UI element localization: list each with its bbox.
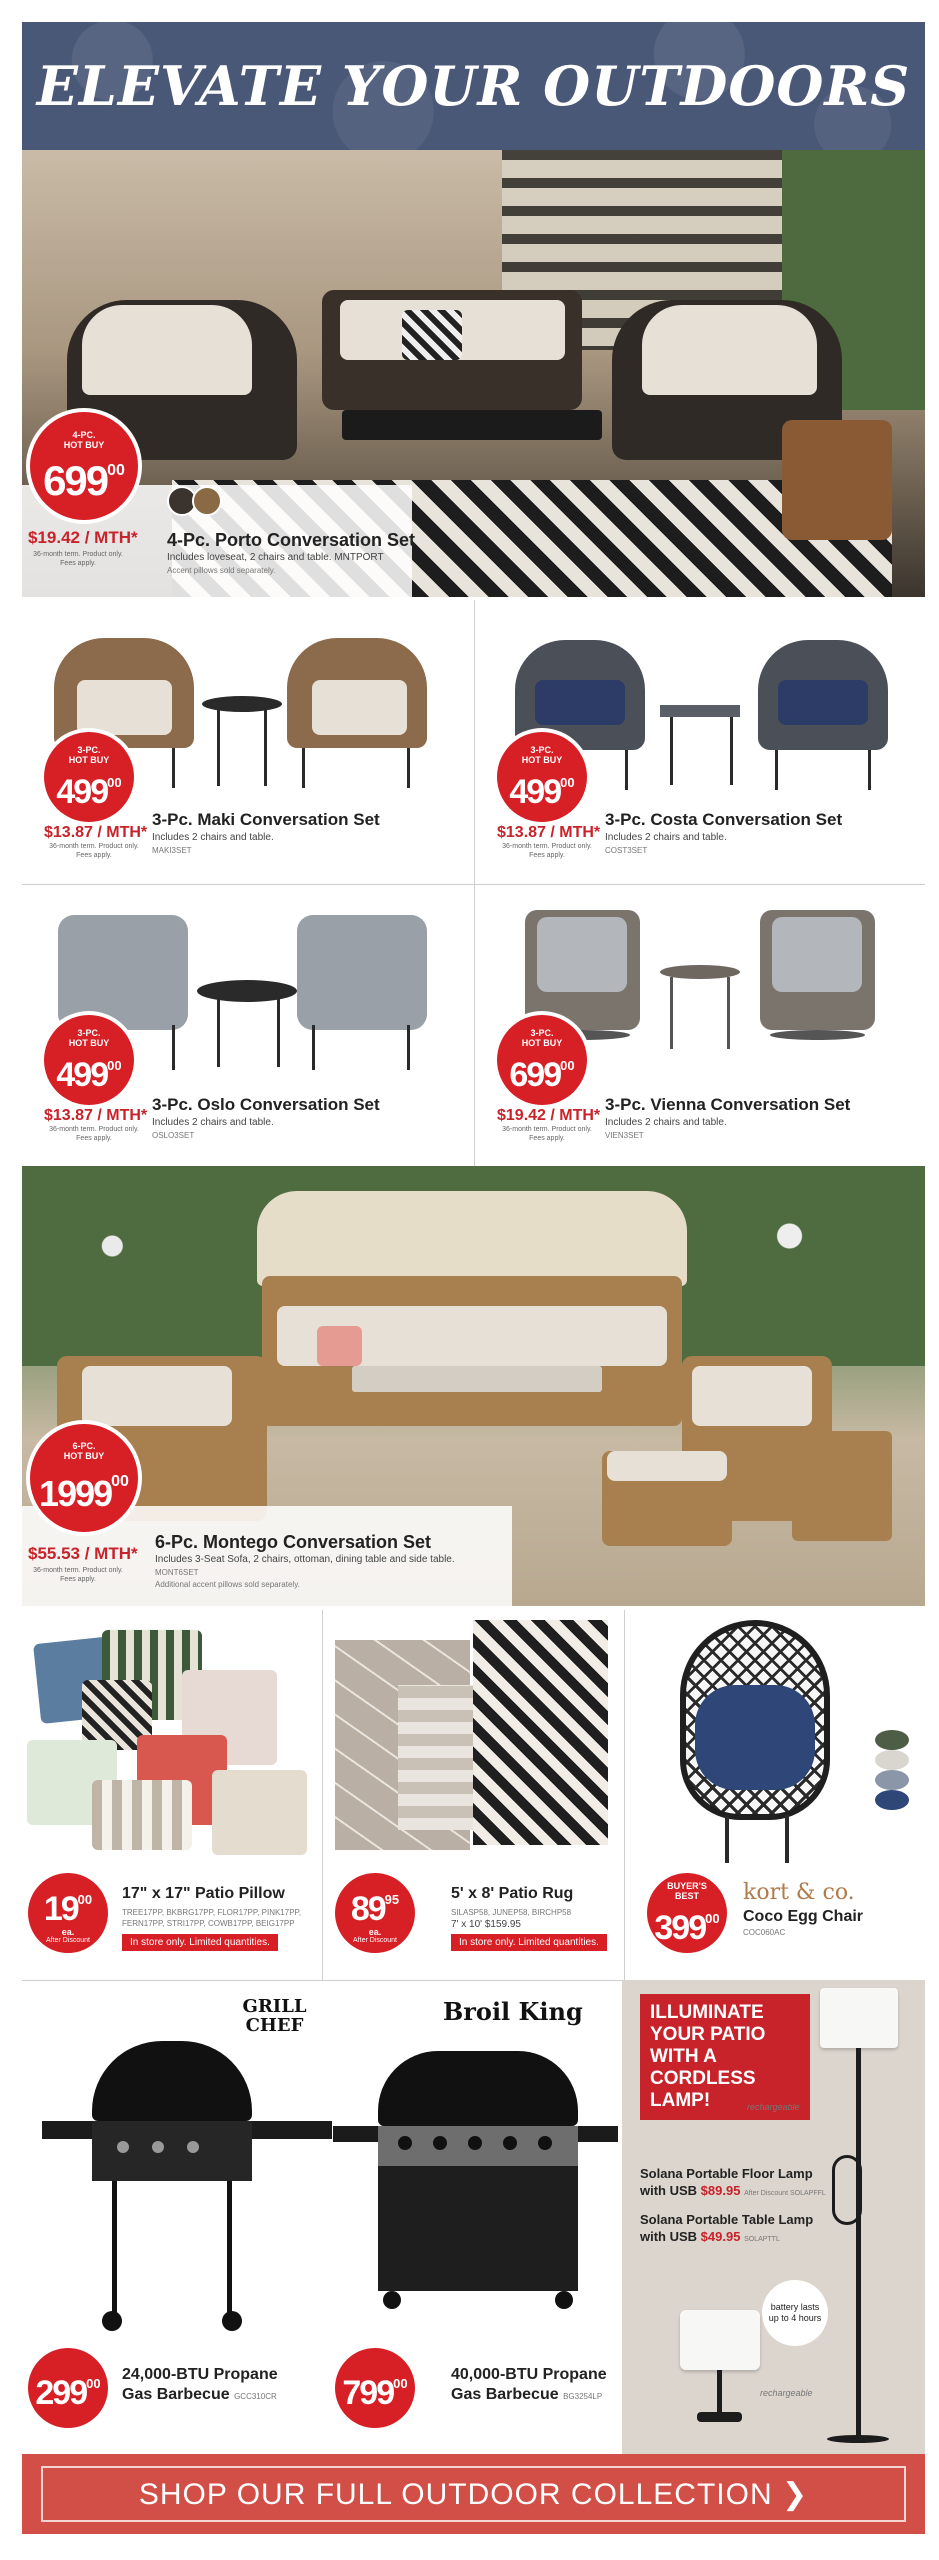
header-banner: [22, 22, 925, 150]
pillow-product-name[interactable]: 17" x 17" Patio Pillow: [122, 1885, 285, 1902]
badge-tag: 4-PC.: [72, 430, 96, 440]
navy-cushion-icon: [778, 680, 868, 725]
maki-monthly-price: $13.87 / MTH*: [44, 824, 148, 841]
knob-icon: [187, 2141, 199, 2153]
chair-cushion-icon: [692, 1366, 812, 1426]
chair-leg-icon: [312, 1025, 315, 1070]
egg-chair-cell[interactable]: [625, 1610, 925, 1980]
knob-icon: [117, 2141, 129, 2153]
floor-lamp-shade-icon: [820, 1988, 898, 2048]
grill-body-icon: [92, 2121, 252, 2181]
badge-price: $499^{00}$: [56, 1055, 122, 1094]
montego-monthly-price: $55.53 / MTH*: [28, 1544, 138, 1563]
navy-cushion-icon: [695, 1685, 815, 1790]
badge-price: $799^{00}$: [342, 2373, 408, 2412]
swivel-base-icon: [770, 1030, 865, 1040]
grill-lid-icon: [92, 2041, 252, 2121]
badge-tag: 3-PC.: [77, 1027, 101, 1038]
square-table-icon: [660, 705, 740, 717]
badge-tag: 3-PC.: [77, 744, 101, 755]
broil-king-cell[interactable]: [323, 1981, 623, 2454]
badge-tag: BUYER'S: [667, 1880, 707, 1891]
chair-cushion-icon: [312, 680, 407, 735]
egg-price-badge: [647, 1873, 727, 1953]
porto-monthly-price: $19.42 / MTH*: [28, 528, 138, 547]
badge-price: $699^{00}$: [509, 1055, 575, 1094]
maki-product-desc: Includes 2 chairs and table.: [152, 832, 274, 843]
knob-icon: [433, 2136, 447, 2150]
table-leg-icon: [217, 997, 220, 1067]
grill1-product-name[interactable]: 24,000-BTU Propane: [122, 2366, 278, 2383]
table-leg-icon: [670, 717, 673, 785]
chair-leg-icon: [172, 1025, 175, 1070]
costa-price-badge: [497, 732, 587, 822]
rug-skus: SILASP58, JUNEP58, BIRCHP58: [451, 1908, 572, 1917]
navy-cushion-icon: [535, 680, 625, 725]
montego-price-badge: [30, 1424, 138, 1532]
badge-price: $89^{95}$: [350, 1890, 400, 1928]
vienna-monthly-price: $19.42 / MTH*: [497, 1107, 601, 1124]
costa-product-name[interactable]: 3-Pc. Costa Conversation Set: [605, 810, 843, 829]
badge-price: $299^{00}$: [35, 2373, 101, 2412]
badge-tag: HOT BUY: [68, 1037, 110, 1048]
wheel-icon: [555, 2291, 573, 2309]
grill-chef-cell[interactable]: [22, 1981, 322, 2454]
rug-price-badge: [335, 1873, 415, 1953]
badge-note: After Discount: [353, 1937, 397, 1944]
badge-unit: ea.: [61, 1927, 75, 1937]
grill-leg-icon: [227, 2181, 232, 2321]
grill-leg-icon: [112, 2181, 117, 2321]
maki-sku: MAKI3SET: [152, 846, 192, 855]
round-table-icon: [197, 980, 297, 1002]
color-swatch-icon[interactable]: [192, 486, 222, 516]
armchair-left-cushion-icon: [82, 305, 252, 395]
porto-price-badge: [30, 412, 138, 520]
knob-icon: [538, 2136, 552, 2150]
color-swatch-icon[interactable]: [875, 1750, 909, 1770]
rug-icon: [473, 1620, 608, 1845]
grill2-product-name-line2: Gas Barbecue BG3254LP: [451, 2386, 603, 2403]
badge-price: $699^{00}$: [43, 457, 125, 504]
floor-lamp-base-icon: [827, 2435, 889, 2443]
wheel-icon: [222, 2311, 242, 2331]
vienna-product-desc: Includes 2 chairs and table.: [605, 1117, 727, 1128]
chair-leg-icon: [302, 748, 305, 788]
costa-monthly-price: $13.87 / MTH*: [497, 824, 601, 841]
pillow-icon: [212, 1770, 307, 1855]
grey-lounger-icon: [58, 915, 188, 1030]
chair-leg-icon: [785, 1815, 789, 1863]
montego-monthly-note: 36-month term. Product only. Fees apply.: [33, 1567, 123, 1583]
badge-tag: BEST: [674, 1890, 699, 1901]
badge-tag: 6-PC.: [72, 1441, 96, 1451]
lamps-title: ILLUMINATE YOUR PATIO WITH A CORDLESS LAMP!: [640, 1994, 810, 2120]
badge-tag: 3-PC.: [530, 1027, 554, 1038]
badge-unit: ea.: [368, 1927, 382, 1937]
porto-monthly-note: 36-month term. Product only. Fees apply.: [33, 551, 123, 567]
porto-hero-image[interactable]: [22, 150, 925, 597]
table-leg-icon: [277, 997, 280, 1067]
pillow-price-badge: [28, 1873, 108, 1953]
chair-leg-icon: [625, 750, 628, 790]
lamp-handle-icon: [832, 2155, 862, 2225]
rechargeable-label: rechargeable: [760, 2388, 813, 2398]
grill2-product-name[interactable]: 40,000-BTU Propane: [451, 2366, 607, 2383]
color-swatch-icon[interactable]: [875, 1730, 909, 1750]
table-leg-icon: [730, 717, 733, 785]
montego-product-desc: Includes 3-Seat Sofa, 2 chairs, ottoman, dining table and side table.: [155, 1554, 455, 1565]
rechargeable-label: rechargeable: [747, 2102, 800, 2112]
badge-price: $399^{00}$: [654, 1908, 720, 1947]
maki-cell[interactable]: [22, 600, 474, 884]
coffee-table-icon: [342, 410, 602, 440]
costa-monthly-note: 36-month term. Product only. Fees apply.: [502, 843, 592, 859]
knob-icon: [503, 2136, 517, 2150]
egg-product-name[interactable]: Coco Egg Chair: [743, 1908, 864, 1925]
stump-table-icon: [782, 420, 892, 540]
wheel-icon: [383, 2291, 401, 2309]
grill-lid-icon: [378, 2051, 578, 2126]
oslo-price-badge: [44, 1015, 134, 1105]
vienna-sku: VIEN3SET: [605, 1131, 644, 1140]
floor-lamp-pole-icon: [856, 2048, 861, 2438]
chair-cushion-icon: [82, 1366, 232, 1426]
oslo-sku: OSLO3SET: [152, 1131, 195, 1140]
montego-sku: MONT6SET: [155, 1568, 199, 1577]
porto-product-desc: Includes loveseat, 2 chairs and table. MNTPORT: [167, 552, 384, 563]
badge-price: 1999$^{00}$: [39, 1473, 129, 1514]
badge-price: $499^{00}$: [509, 772, 575, 811]
round-table-icon: [202, 696, 282, 712]
badge-tag: HOT BUY: [521, 754, 563, 765]
grill-cabinet-icon: [378, 2166, 578, 2291]
floor-lamp-name[interactable]: Solana Portable Floor Lamp: [640, 2166, 813, 2181]
badge-price: $499^{00}$: [56, 772, 122, 811]
pink-pillow-icon: [317, 1326, 362, 1366]
table-leg-icon: [264, 708, 267, 786]
egg-sku: COC060AC: [743, 1928, 786, 1937]
color-swatch-icon[interactable]: [875, 1770, 909, 1790]
rug-instore-tag: In store only. Limited quantities.: [451, 1934, 607, 1951]
maki-price-badge: [44, 732, 134, 822]
chair-leg-icon: [407, 1025, 410, 1070]
oslo-monthly-note: 36-month term. Product only. Fees apply.: [49, 1126, 139, 1142]
chair-leg-icon: [868, 750, 871, 790]
vienna-cell[interactable]: [475, 885, 925, 1166]
rug-cell[interactable]: [323, 1610, 623, 1980]
table-leg-icon: [217, 708, 220, 786]
chair-leg-icon: [725, 1815, 729, 1863]
knob-icon: [152, 2141, 164, 2153]
chair-leg-icon: [775, 750, 778, 790]
table-lamp-base-icon: [697, 2412, 742, 2422]
badge-tag: HOT BUY: [63, 1451, 105, 1461]
armchair-right-cushion-icon: [642, 305, 817, 395]
costa-sku: COST3SET: [605, 846, 648, 855]
chair-cushion-icon: [772, 917, 862, 992]
oslo-product-desc: Includes 2 chairs and table.: [152, 1117, 274, 1128]
grey-lounger-icon: [297, 915, 427, 1030]
table-lamp-stem-icon: [717, 2370, 722, 2415]
pillow-skus: TREE17PP, BKBRG17PP, FLOR17PP, PINK17PP,: [122, 1908, 302, 1917]
pillow-instore-tag: In store only. Limited quantities.: [122, 1934, 278, 1951]
oslo-product-name[interactable]: 3-Pc. Oslo Conversation Set: [152, 1095, 380, 1114]
vienna-product-name[interactable]: 3-Pc. Vienna Conversation Set: [605, 1095, 851, 1114]
maki-product-name[interactable]: 3-Pc. Maki Conversation Set: [152, 810, 380, 829]
wheel-icon: [102, 2311, 122, 2331]
pillow-cell[interactable]: [22, 1610, 322, 1980]
badge-tag: HOT BUY: [63, 440, 105, 450]
rug-icon: [398, 1685, 478, 1830]
montego-product-name[interactable]: 6-Pc. Montego Conversation Set: [155, 1532, 432, 1552]
table-lamp-price-line: with USB $49.95 SOLAPTTL: [640, 2229, 780, 2244]
broil-king-logo: Broil King: [443, 1997, 583, 2026]
pillow-icon: [402, 310, 462, 360]
montego-note: Additional accent pillows sold separately.: [155, 1580, 300, 1589]
badge-price: $19^{00}$: [43, 1890, 93, 1928]
vienna-monthly-note: 36-month term. Product only. Fees apply.: [502, 1126, 592, 1142]
lamps-panel[interactable]: [622, 1980, 925, 2458]
table-lamp-name[interactable]: Solana Portable Table Lamp: [640, 2212, 814, 2227]
badge-tag: 3-PC.: [530, 744, 554, 755]
knob-icon: [468, 2136, 482, 2150]
vienna-price-badge: [497, 1015, 587, 1105]
chair-leg-icon: [172, 748, 175, 788]
badge-tag: HOT BUY: [68, 754, 110, 765]
side-table-icon: [792, 1431, 892, 1541]
knob-icon: [398, 2136, 412, 2150]
floor-lamp-price-line: with USB $89.95 After Discount SOLAPFFL: [640, 2183, 826, 2198]
badge-note: After Discount: [46, 1937, 90, 1944]
chair-leg-icon: [407, 748, 410, 788]
grill2-price-badge: [335, 2348, 415, 2428]
badge-tag: HOT BUY: [521, 1037, 563, 1048]
rug-product-name[interactable]: 5' x 8' Patio Rug: [451, 1885, 574, 1902]
oslo-monthly-price: $13.87 / MTH*: [44, 1107, 148, 1124]
table-lamp-shade-icon: [680, 2310, 760, 2370]
shop-collection-label: SHOP OUR FULL OUTDOOR COLLECTION ❯: [41, 2466, 906, 2522]
grill-chef-logo: GRILL CHEF: [242, 1996, 307, 2036]
costa-product-desc: Includes 2 chairs and table.: [605, 832, 727, 843]
table-leg-icon: [727, 977, 730, 1049]
oslo-cell[interactable]: [22, 885, 474, 1166]
chair-cushion-icon: [77, 680, 172, 735]
grill1-price-badge: [28, 2348, 108, 2428]
grill1-product-name-line2: Gas Barbecue GCC310CR: [122, 2386, 277, 2403]
dining-table-icon: [352, 1366, 602, 1392]
pillow-skus: FERN17PP, STRI17PP, COWB17PP, BEIG17PP: [122, 1919, 295, 1928]
montego-hero-image[interactable]: [22, 1166, 925, 1606]
porto-product-note: Accent pillows sold separately.: [167, 566, 276, 575]
shop-collection-button[interactable]: [22, 2454, 925, 2534]
kort-co-logo: kort & co.: [743, 1880, 855, 1905]
pillow-icon: [92, 1780, 192, 1850]
maki-monthly-note: 36-month term. Product only. Fees apply.: [49, 843, 139, 859]
costa-cell[interactable]: [475, 600, 925, 884]
color-swatch-icon[interactable]: [875, 1790, 909, 1810]
battery-badge: battery lasts up to 4 hours: [762, 2280, 828, 2346]
rug-alt-size: 7' x 10' $159.95: [451, 1919, 521, 1930]
porto-product-name[interactable]: 4-Pc. Porto Conversation Set: [167, 530, 416, 550]
table-leg-icon: [670, 977, 673, 1049]
ottoman-cushion-icon: [607, 1451, 727, 1481]
chair-cushion-icon: [537, 917, 627, 992]
page-title: ELEVATE YOUR OUTDOORS: [36, 54, 911, 118]
canopy-icon: [257, 1191, 687, 1286]
